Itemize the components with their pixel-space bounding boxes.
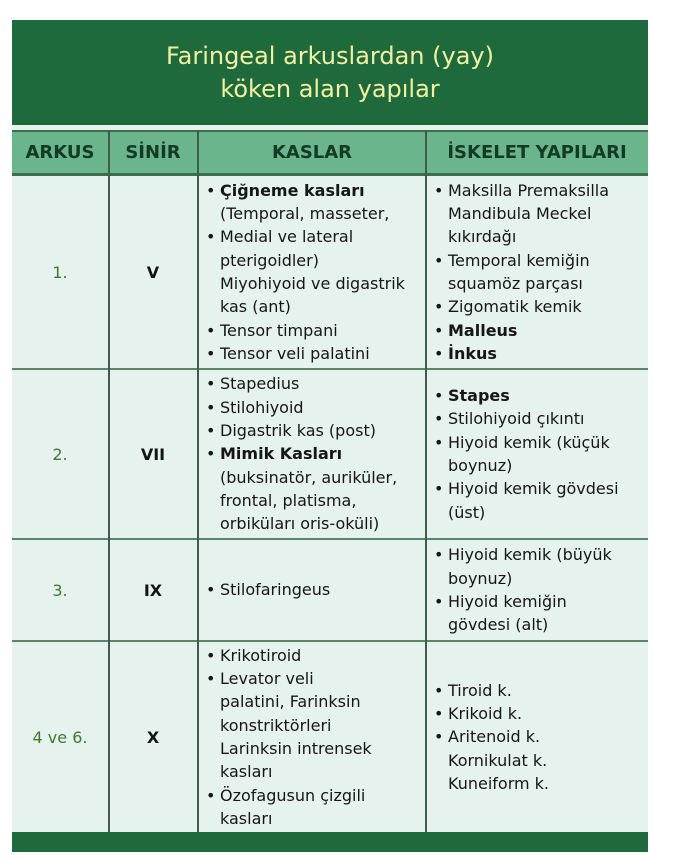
column-divider	[425, 130, 427, 832]
list-item-text: Stilofaringeus	[220, 580, 331, 600]
list-item-text: Temporal kemiğin squamöz parçası	[448, 250, 590, 293]
muscles-cell	[198, 642, 426, 832]
bullet-icon: •	[434, 180, 444, 200]
list-item	[206, 396, 397, 419]
list-item	[434, 679, 549, 702]
bullet-icon: •	[434, 479, 444, 499]
bullet-icon: •	[206, 374, 216, 394]
arch-number: 2.	[52, 444, 68, 464]
list-item-text: Özofagusun çizgili kasları	[220, 785, 366, 828]
table-footer-bar	[12, 832, 648, 852]
bullet-icon: •	[434, 320, 444, 340]
list-item-text: Levator veli palatini, Farinksin konstriktörleri Larinksin intrensek kasları	[220, 669, 372, 782]
list-item	[206, 578, 330, 601]
muscles-list	[206, 644, 372, 830]
title-line-2: köken alan yapılar	[220, 74, 440, 103]
list-item	[434, 179, 609, 249]
list-item-text: İnkus	[448, 343, 497, 363]
list-item	[434, 431, 619, 478]
skeletal-cell	[426, 642, 648, 832]
list-item-text: Krikoid k.	[448, 704, 523, 724]
column-header-skeletal: İSKELET YAPILARI	[447, 142, 627, 163]
bullet-icon: •	[434, 297, 444, 317]
list-item	[206, 179, 405, 226]
list-item-text: Hiyoid kemiğin gövdesi (alt)	[448, 592, 567, 635]
bullet-icon: •	[434, 250, 444, 270]
bullet-icon: •	[434, 680, 444, 700]
bullet-icon: •	[434, 409, 444, 429]
bullet-icon: •	[206, 421, 216, 441]
arch-number: 4 ve 6.	[32, 727, 88, 747]
list-item	[434, 477, 619, 524]
bullet-icon: •	[434, 432, 444, 452]
list-item	[434, 295, 609, 318]
bullet-icon: •	[206, 320, 216, 340]
list-item	[434, 543, 612, 590]
list-item-text: Tiroid k.	[448, 680, 512, 700]
bullet-icon: •	[434, 386, 444, 406]
column-divider	[197, 130, 199, 832]
nerve-number: VII	[140, 444, 166, 464]
list-item	[206, 319, 405, 342]
skeletal-list	[434, 679, 549, 795]
nerve-number: X	[146, 727, 160, 747]
list-item-text: Mimik Kasları (buksinatör, auriküler, frontal, platisma, orbiküları oris-oküli)	[220, 444, 398, 534]
bullet-icon: •	[434, 727, 444, 747]
list-item-text: Maksilla Premaksilla Mandibula Meckel kıkırdağı	[448, 180, 610, 247]
list-item	[434, 319, 609, 342]
list-item	[434, 702, 549, 725]
muscles-cell	[198, 176, 426, 368]
list-item	[206, 784, 372, 831]
nerve-number: V	[146, 262, 160, 282]
arch-number: 3.	[52, 580, 68, 600]
list-item	[206, 372, 397, 395]
bullet-icon: •	[434, 704, 444, 724]
list-item	[434, 725, 549, 795]
list-item-text: Çiğneme kasları (Temporal, masseter,	[220, 180, 390, 224]
list-item-text: Tensor veli palatini	[220, 343, 370, 363]
list-item-text: Hiyoid kemik (büyük boynuz)	[448, 545, 612, 588]
bullet-icon: •	[206, 785, 216, 805]
column-header-muscles: KASLAR	[271, 142, 353, 163]
list-item	[434, 407, 619, 430]
skeletal-cell	[426, 176, 648, 368]
skeletal-cell	[426, 540, 648, 640]
list-item	[206, 225, 405, 318]
list-item-text: Stapes	[448, 386, 510, 406]
list-item-text: Stilohiyoid	[220, 397, 304, 417]
bullet-icon: •	[434, 592, 444, 611]
list-item-text: Hiyoid kemik gövdesi (üst)	[448, 479, 619, 522]
muscles-cell	[198, 540, 426, 640]
list-item	[206, 644, 372, 667]
list-item-text: Malleus	[448, 320, 518, 340]
list-item	[206, 667, 372, 783]
list-item	[434, 590, 612, 637]
bullet-icon: •	[206, 444, 216, 464]
bullet-icon: •	[206, 645, 216, 665]
bullet-icon: •	[206, 180, 216, 200]
list-item	[206, 419, 397, 442]
table-title	[12, 20, 648, 125]
bullet-icon: •	[206, 343, 216, 363]
list-item-text: Medial ve lateral pterigoidler) Miyohiyoid ve digastrik kas (ant)	[220, 227, 405, 317]
skeletal-list	[434, 384, 619, 524]
list-item	[206, 342, 405, 365]
muscles-list	[206, 578, 330, 601]
list-item-text: Hiyoid kemik (küçük boynuz)	[448, 432, 610, 475]
bullet-icon: •	[206, 397, 216, 417]
bullet-icon: •	[206, 669, 216, 689]
column-divider	[108, 130, 110, 832]
list-item-text: Stapedius	[220, 374, 300, 394]
list-item-text: Stilohiyoid çıkıntı	[448, 409, 585, 429]
bullet-icon: •	[434, 343, 444, 363]
list-item-text: Zigomatik kemik	[448, 297, 582, 317]
list-item-text: Tensor timpani	[220, 320, 338, 340]
bullet-icon: •	[206, 227, 216, 247]
list-item	[434, 342, 609, 365]
title-line-1: Faringeal arkuslardan (yay)	[166, 41, 494, 70]
list-item-text: Krikotiroid	[220, 645, 302, 665]
skeletal-list	[434, 179, 609, 365]
skeletal-list	[434, 543, 612, 636]
skeletal-cell	[426, 370, 648, 538]
bullet-icon: •	[206, 580, 216, 600]
list-item	[434, 384, 619, 407]
nerve-number: IX	[143, 580, 163, 600]
list-item	[434, 249, 609, 296]
bullet-icon: •	[434, 545, 444, 565]
column-header-nerve: SİNİR	[125, 142, 181, 163]
list-item-text: Digastrik kas (post)	[220, 421, 376, 441]
list-item-text: Aritenoid k. Kornikulat k. Kuneiform k.	[448, 727, 550, 793]
column-header-arch: ARKUS	[25, 142, 95, 163]
muscles-list	[206, 372, 397, 535]
muscles-list	[206, 179, 405, 365]
muscles-cell	[198, 370, 426, 538]
arch-number: 1.	[52, 262, 68, 282]
list-item	[206, 442, 397, 535]
